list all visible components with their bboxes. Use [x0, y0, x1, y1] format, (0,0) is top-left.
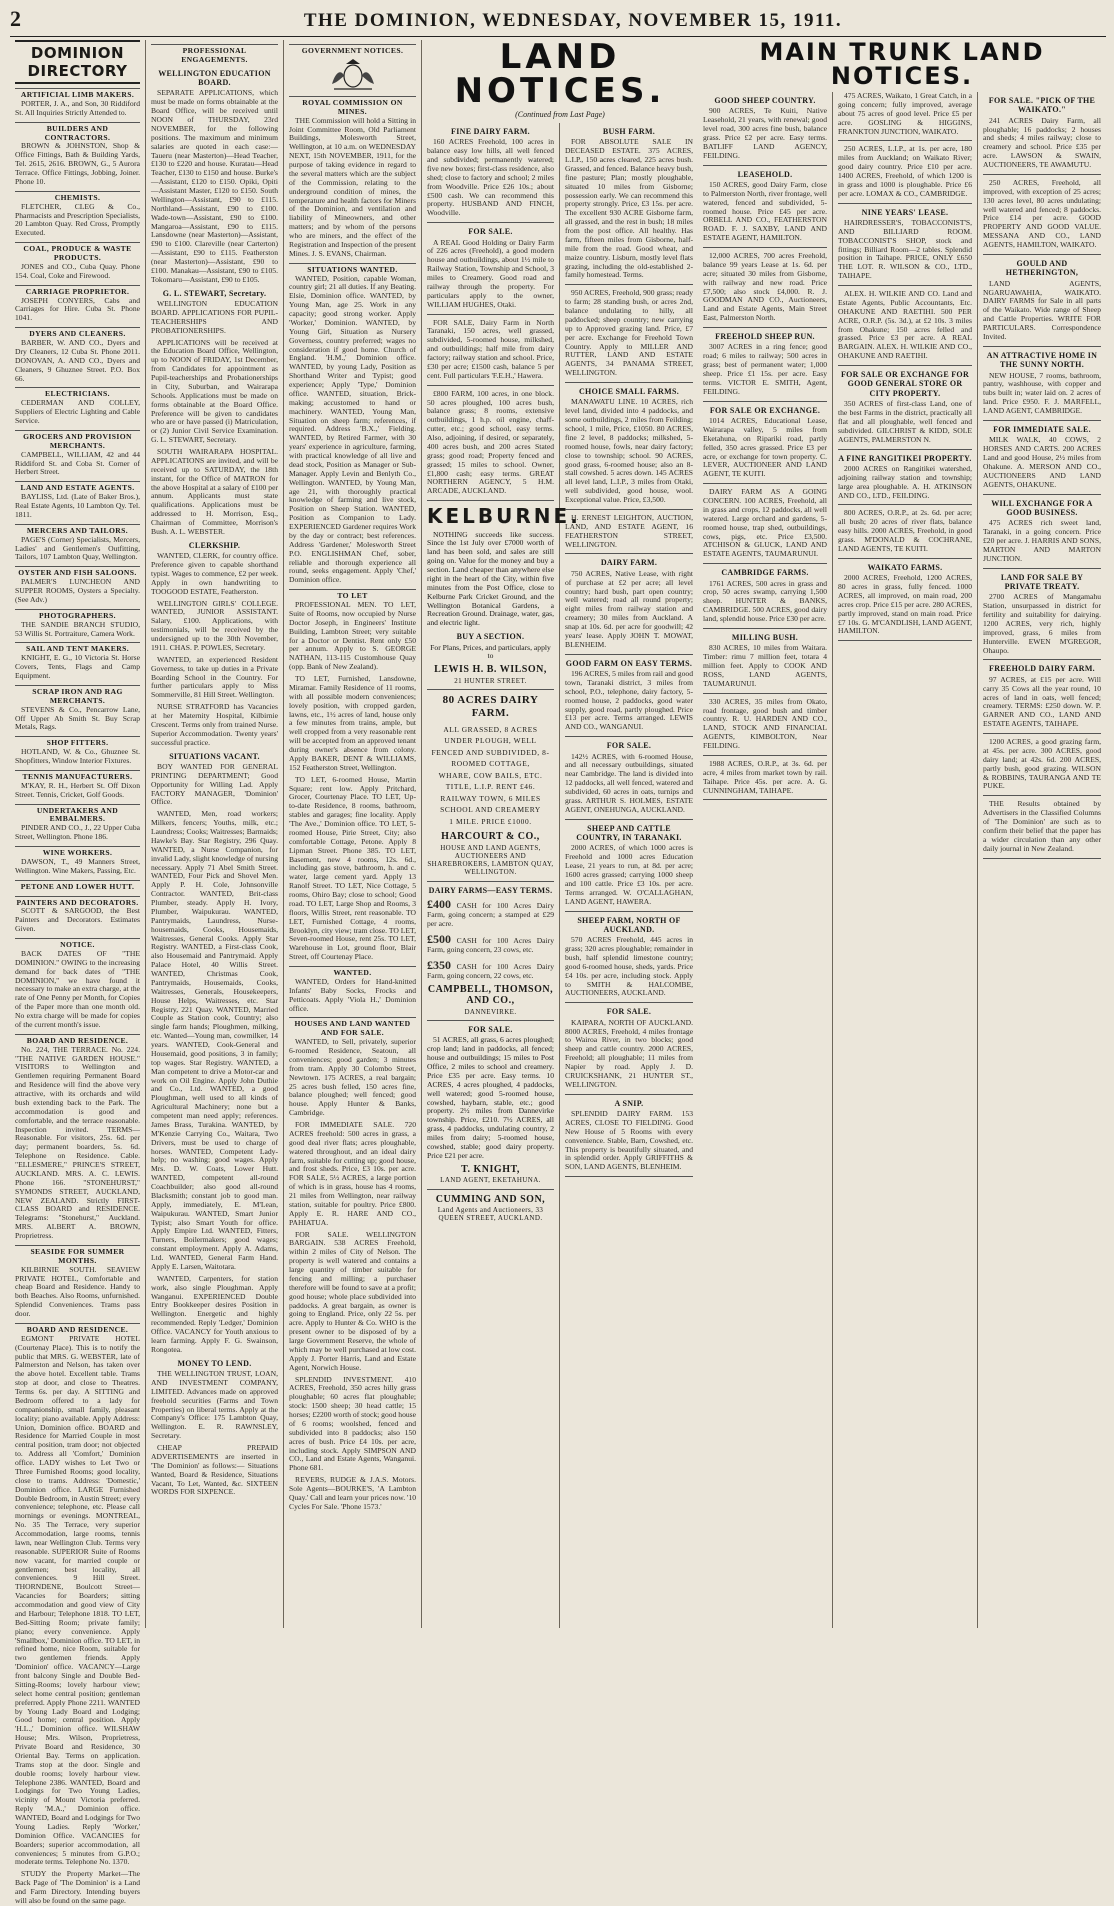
- dairy-80-line: WHARE, COW BAILS, ETC.: [438, 770, 543, 780]
- listing-heading: CHOICE SMALL FARMS.: [578, 387, 679, 397]
- directory-category: CARRIAGE PROPRIETOR.: [15, 285, 140, 297]
- directory-category: SEASIDE FOR SUMMER MONTHS.: [15, 1245, 140, 1266]
- listing-heading: FREEHOLD SHEEP RUN.: [715, 332, 815, 342]
- directory-category: ARTIFICIAL LIMB MAKERS.: [15, 88, 140, 100]
- column-directory: [10, 40, 146, 1905]
- dannevirke-listings: 51 ACRES, all grass, 6 acres ploughed; crop land; land in paddocks, all fenced; house and outbuildings; 15 miles to Post Office, 2 miles to school and creamery. Price £35 per acre. Easy terms. 10 ACRES, 4 acres ploughed, 4 paddocks, well watered; good 5-roomed house, cowshed, haybarn, stable, etc.; good property. 2½ miles from Dannevirke township. Price, £210. 7½ ACRES, all grass, 4 paddocks, undulating country, 2 miles from dairy; 5-roomed house, cowshed, stable; good dairy property. Price £21 per acre.: [427, 1035, 554, 1160]
- listing-heading: FOR SALE.: [606, 741, 652, 751]
- kelburne-text: NOTHING succeeds like success. Since the 1st July over £7000 worth of land has been sold, and sales are still going on. Value for the money and buy a section. Land cheaper than anywhere else right in the heart of the City, within five minutes from the Post Office, close to Kelburne Park Cricket Ground, and the Wellington Botanical Gardens, a Recreation Ground. Drainage, water, gas, and electric light.: [427, 529, 554, 628]
- listing-divider: [703, 483, 827, 484]
- listing-heading: WAIKATO FARMS.: [867, 562, 943, 572]
- listing-divider: [983, 254, 1101, 255]
- land-b-listings: [565, 127, 693, 1177]
- dairy-80-heading: 80 ACRES DAIRY FARM.: [442, 694, 539, 720]
- price-listing: [427, 958, 554, 981]
- listing-heading: GOOD FARM ON EASY TERMS.: [565, 658, 693, 668]
- listing-divider: [565, 654, 693, 655]
- directory-listings: [15, 88, 140, 1906]
- listing-text: £800 FARM, 100 acres, in one block. 50 acres ploughed, 100 acres bush, balance grass; 8 rooms, extensive outbuildings, 1 h.p. oil engine, chaff-cutter, etc.; good school, easy terms. Also, adjoining, if desired, or separately, 400 acres bush, and 200 acres Stated grass; good road; Property fenced and grassed; 15 miles to school. Owner, £1,800 cash; easy terms. GREAT NORTHERN AGENCY, 5 H.M. ARCADE, AUCKLAND.: [427, 388, 554, 496]
- directory-banner: DOMINION DIRECTORY: [15, 40, 140, 84]
- listing-text: ALEX. H. WILKIE AND CO. Land and Estate Agents, Public Accountants, Etc. OHAKUNE AND RAETIHI. 500 PER ACRE, O.R.P. (5s. 3d.), at £2 10s. 3 miles from Ohakune; 150 acres felled and grassed. Price £3 per acre. A REAL BARGAIN. ALEX. H. WILKIE AND CO., OHAKUNE AND RAETIHI.: [838, 289, 972, 361]
- land-a-listings: [427, 127, 554, 501]
- directory-category: PAINTERS AND DECORATORS.: [16, 897, 139, 907]
- listing-text: 1014 ACRES, Educational Lease, Wairarapa valley, 5 miles from Eketahuna, on Ripariki road, partly felled, 350 acres grassed. Price £3 per acre, or exchange for town property. C. LEVER, AUCTIONEER AND LAND AGENT, TE KUITI.: [703, 416, 827, 479]
- directory-category: DYERS AND CLEANERS.: [15, 327, 140, 339]
- listing-text: SPLENDID DAIRY FARM. 153 ACRES, CLOSE TO FIELDING. Good New House of 5 Rooms with every convenience. Stable, Barn, Cowshed, etc. This property is beautifully situated, and in splendid order. Apply GRIFFITHS & SON, LAND AGENTS, BLENHEIM.: [565, 1109, 693, 1172]
- listing-divider: [703, 327, 827, 328]
- listing-heading: FOR SALE OR EXCHANGE.: [709, 405, 821, 415]
- listing-divider: [427, 314, 554, 315]
- directory-entry: FLETCHER, CLEG & Co., Pharmacists and Prescription Specialists, 20 Lambton Quay. Red Cross, Promptly Executed.: [15, 201, 140, 238]
- directory-entry: PORTER, J. A., and Son, 30 Riddiford St. All Inquiries Strictly Attended to.: [15, 98, 140, 117]
- directory-entry: BARBER, W. AND CO., Dyers and Dry Cleaners, 12 Cuba St. Phone 2011. DONOVAN, A. AND CO., Dyers and Cleaners, 9 Ghuznee Street. P.O. Box 66.: [15, 338, 140, 383]
- directory-category: GROCERS AND PROVISION MERCHANTS.: [15, 430, 140, 451]
- agent-knight-sub: LAND AGENT, EKETAHUNA.: [440, 1176, 541, 1185]
- column-main-trunk-c: [978, 92, 1106, 1628]
- directory-entry: PINDER AND CO., J., 22 Upper Cuba Street, Wellington. Phone 186.: [15, 823, 140, 842]
- professional-heading: PROFESSIONAL ENGAGEMENTS.: [151, 44, 278, 65]
- listing-divider: [838, 203, 972, 204]
- directory-category: BOARD AND RESIDENCE.: [15, 1034, 140, 1046]
- listing-text: 2700 ACRES of Mangamahu Station, unsurpassed in district for fertility and suitability for dairying. 1200 ACRES, very rich, highly improved, grass, 6 miles from Hunterville. EWEN M'GREGOR, Ohaupo.: [983, 592, 1101, 655]
- listing-heading: MILLING BUSH.: [731, 632, 799, 642]
- dairy-80-line: SCHOOL AND CREAMERY: [440, 805, 541, 815]
- agent-campbell-thomson: CAMPBELL, THOMSON, AND CO.,: [427, 983, 554, 1007]
- listing-heading: AN ATTRACTIVE HOME IN THE SUNNY NORTH.: [986, 350, 1098, 370]
- notice-text: TO LET, Furnished, Lansdowne, Miramar. Family Residence of 11 rooms, with all possible modern conveniences; lovely position, with cropped garden, lawns, etc., 1½ acres of land, house only a few minutes from trains, ample, but well cropped from a very reasonable rent will be accepted from an approved tenant during owner's absence from colony. Apply BAKER, DENT & WILLIAMS, 152 Featherston Street, Wellington.: [289, 674, 416, 772]
- dairy-80-line: 1 MILE. PRICE £1000.: [449, 816, 532, 826]
- listing-divider: [983, 795, 1101, 796]
- price-description: CASH for 100 Acres Dairy Farm, going concern; a stamped at £29 per acre.: [427, 900, 554, 928]
- notice-text: WANTED, Position, capable Woman, country girl; 21 all duties. If any Beating. Elsie, Dominion office. WANTED, by Young Man, age 25. Work in any capacity; good strong worker. Apply 'Worker,' Dominion. WANTED, by Young Girl, Situation as Nursery Governess, country preferred; wages no consideration if good home. Church of England. 'H.M.,' Dominion office. WANTED, by young Lady, Position as Shorthand Writer and Typist; good experience; Apply 'Type,' Dominion office. WANTED, situation, Brick-making; accustomed to hand or machinery. WANTED, Young Man, Situation on sheep farm; references, if required. Address 'B.X.,' Fielding. WANTED, by Retired Farmer, with 30 years' experience in agriculture, farming, with practical knowledge of all live and dead stock, Position as Manager or Sub-Manager. Apply Levin and Benlyth Co., Wellington. WANTED, by Young Man, age 21, with thoroughly practical knowledge of farming and live stock, Position on Sheep Station. WANTED, Position as Companion to Lady. EXPERIENCED Gardener requires Work by the day or contract; best references. Address 'Gardener,' Molesworth Street P.O. ENGLISHMAN Chef, sober, reliable and thorough experience all round, seeks engagement. Apply 'Chef,' Dominion office.: [289, 273, 416, 585]
- listing-heading: GOOD SHEEP COUNTRY.: [714, 96, 816, 105]
- listing-text: 97 ACRES, at £15 per acre. Will carry 35 Cows all the year round, 10 acres of land in oats, well fenced; creamery. TERMS: £250 down. W. P. GARNER AND CO., LAND AND ESTATE AGENTS, TAIHAPE.: [983, 674, 1101, 729]
- listing-heading: FOR SALE.: [606, 1007, 652, 1017]
- listing-divider: [703, 755, 827, 756]
- directory-entry: PAGE'S (Corner) Specialists, Mercers, Ladies' and Gentlemen's Outfitting, Tailors, 107 Lambton Quay, Wellington.: [15, 534, 140, 562]
- advertisement-text: WANTED, CLERK, for country office. Preference given to capable shorthand typist. Wages to commence, £2 per week. Apply in own handwriting to TOOGOOD ESTATE, Featherston.: [151, 551, 278, 596]
- notice-text: WANTED, Orders for Hand-knitted Infants' Baby Socks, Frocks and Petticoats. Apply 'Viola H.,' Dominion office.: [289, 976, 416, 1013]
- listing-divider: [703, 563, 827, 564]
- listing-heading: GOULD AND HETHERINGTON,: [1005, 258, 1079, 278]
- listing-divider: [565, 382, 693, 383]
- advertisement-text: APPLICATIONS will be received at the Education Board Office, Wellington, up to NOON of FRIDAY, 1st December, from Candidates for appointment as Pupil-teacherships and Probationerships in City, Suburban, and Wairarapa Schools. Applications must be made on forms obtainable at the Board Office. Preference will be given to candidates who are or have passed (i) Matriculation, or (2) Junior Civil Service Examination. G. L. STEWART, Secretary.: [151, 337, 278, 445]
- directory-entry: CAMPBELL, WILLIAM, 42 and 44 Riddiford St. and Coba St. Corner of Herbert Street.: [15, 449, 140, 477]
- listing-divider: [703, 401, 827, 402]
- land-notices-banner: LAND NOTICES.: [454, 37, 666, 111]
- directory-entry: CEDERMAN AND COLLEY, Suppliers of Electric Lighting and Cable Service.: [15, 398, 140, 426]
- listing-divider: [565, 284, 693, 285]
- listing-divider: [565, 1176, 693, 1177]
- education-board-heading: WELLINGTON EDUCATION BOARD.: [158, 68, 271, 88]
- directory-category: OYSTER AND FISH SALOONS.: [15, 566, 140, 578]
- newspaper-title: THE DOMINION, WEDNESDAY, NOVEMBER 15, 1911.: [303, 10, 843, 31]
- section-heading: TO LET: [289, 589, 416, 601]
- main-trunk-section: [698, 40, 1106, 1628]
- listing-text: FOR ABSOLUTE SALE IN DECEASED ESTATE. 375 ACRES, L.I.P., 150 acres cleared, 225 acres bush. Grassed, and fenced. Balance heavy bush, fine pasture; Plan; mostly ploughable, situated 10 miles from Gisborne; possession early. We can recommend this property strongly. Price, £3 15s. per acre. The excellent 930 ACRE Gisborne farm, all grassed, and the rest in bush; 18 miles from the post office. All healthy. Has farm, fifteen miles from Gisborne, half-mile from the road. Good wheat, and maize country. Lisburn, mostly level flats grazing, including the old-established 2-family homestead. Terms.: [565, 137, 693, 280]
- listing-text: 475 ACRES, Waikato, 1 Great Catch, in a going concern; fully improved, average about 75 acres of good level. Price £5 per acre. GOSLING & HIGGINS, FRANKTON JUNCTION, WAIKATO.: [838, 91, 972, 136]
- listing-heading: A SNIP.: [614, 1098, 644, 1108]
- agent-harcourt: HARCOURT & CO.,: [441, 831, 540, 843]
- column-land-a: [422, 123, 581, 1628]
- listing-heading: BUSH FARM.: [602, 127, 656, 136]
- listing-heading: SHEEP AND CATTLE COUNTRY, IN TARANAKI.: [576, 823, 682, 843]
- professional-listings: [151, 89, 278, 1497]
- columns: [10, 37, 1106, 1905]
- notice-text: SPLENDID INVESTMENT. 410 ACRES, Freehold, 350 acres hilly grass ploughable; 60 acres flat ploughable; stock: 1500 sheep; 30 head cattle; 15 horses; £2200 worth of stock; good house of 6 rooms; woolshed, fenced and subdivided into 8 paddocks; also 150 acres of bush. Price £4 10s. per acre, including stock. Apply SIMPSON AND CO., Land and Estate Agents, Wanganui. Phone 681.: [289, 1374, 416, 1473]
- dairy-easy-heading: DAIRY FARMS—EASY TERMS.: [428, 885, 553, 895]
- listing-divider: [565, 553, 693, 554]
- listing-text: 900 ACRES, Te Kuiti, Native Leasehold, 21 years, with renewal; good level road, 300 acres fine bush, balance grass. Price £2 per acre. Easy terms. BATLIFF LAND AGENCY, FEILDING.: [703, 106, 827, 160]
- listing-text: 350 ACRES of first-class Land, one of the best Farms in the district, practically all flat and all ploughable, well fenced and subdivided. GILCHRIST & KIDD, SOLE AGENTS, PALMERSTON N.: [838, 399, 972, 444]
- directory-entry: JOSEPH CONYERS, Cabs and Carriages for Hire. Cuba St. Phone 1041.: [15, 295, 140, 323]
- advertisement-text: WANTED, an experienced Resident Governess, to take up duties in a Private Boarding School in the Country. For further particulars apply to Miss Sommerville, 81 Hill Street. Wellington.: [151, 654, 278, 700]
- listing-divider: [983, 174, 1101, 175]
- advertisement-text: NURSE STRATFORD has Vacancies at her Maternity Hospital, Kilbirnie Crescent. Terms only from trained Nurse. Superior Accommodation. Twenty years' successful practice.: [151, 702, 278, 747]
- listing-text: 330 ACRES, 35 miles from Okato, road frontage, good bush and timber country. R. U. HARDEN AND CO., LAND, STOCK AND FINANCIAL AGENTS, KIMBOLTON, Near FEILDING.: [703, 696, 827, 751]
- column-professional: [146, 40, 284, 1628]
- listing-heading: FOR IMMEDIATE SALE.: [993, 424, 1091, 434]
- listing-divider: [565, 819, 693, 820]
- royal-crest-icon: [289, 58, 416, 92]
- listing-divider: [427, 500, 554, 501]
- listing-divider: [703, 165, 827, 166]
- plans-text: For Plans, Prices, and particulars, apply to: [430, 642, 551, 661]
- for-sale-heading: FOR SALE.: [468, 1025, 513, 1035]
- directory-category: CHEMISTS.: [15, 191, 140, 203]
- listing-divider: [838, 449, 972, 450]
- section-heading: HOUSES AND LAND WANTED AND FOR SALE.: [289, 1017, 416, 1038]
- price-amount: £350: [427, 957, 451, 972]
- listing-divider: [703, 693, 827, 694]
- kelburne-heading: KELBURNE.: [427, 504, 581, 529]
- directory-category: COAL, PRODUCE & WASTE PRODUCTS.: [15, 242, 140, 263]
- price-listing: [427, 897, 554, 929]
- directory-category: WINE WORKERS.: [15, 846, 140, 858]
- listing-text: A REAL Good Holding or Dairy Farm of 226 acres (Freehold), a good modern house and outbuildings, about 1½ mile to Railway Station, Township and School, 3 miles to Creamery. Good road and railway through the property. For particulars apply to the owner, WILLIAM HUGHES, Otaki.: [427, 237, 554, 309]
- listing-divider: [427, 385, 554, 386]
- agent-campbell-sub: DANNEVIRKE.: [464, 1007, 517, 1016]
- listing-text: 750 ACRES, Native Lease, with right of purchase at £2 per acre; all level country; hard bush, part open country; well watered; road all round property; eight miles from railway station and creamery; 30 miles from Auckland. A snap at 10s. 6d. per acre for goodwill; 42 years' lease. Apply JOHN T. MOWAT, BLENHEIM.: [565, 568, 693, 649]
- listing-text: LAND AGENTS, NGARUAWAHIA, WAIKATO. DAIRY FARMS for Sale in all parts of the Waikato. Wide range of Sheep and Cattle Properties. WRITE FOR PARTICULARS. Correspondence Invited.: [983, 278, 1101, 341]
- listing-text: DAIRY FARM AS A GOING CONCERN. 100 ACRES, Freehold, all in grass and crops, 12 paddocks, all well watered. Large orchard and gardens, 5-roomed house, trap shed, outbuildings, cows, pigs, etc. Price £3,500. ATCHISON & GLUCK, LAND AND ESTATE AGENTS, TAUMARUNUI.: [703, 487, 827, 559]
- directory-entry: BAYLISS, Ltd. (Late of Baker Bros.), Real Estate Agents, 10 Lambton Qy. Tel. 1811.: [15, 492, 140, 519]
- dairy-80-details: [427, 724, 554, 827]
- listing-heading: LAND FOR SALE BY PRIVATE TREATY.: [1000, 572, 1084, 591]
- listing-divider: [565, 509, 693, 510]
- listing-divider: [983, 420, 1101, 421]
- listing-text: 830 ACRES, 10 miles from Waitara. Timber: rimu 7 million feet, totara 4 million feet. Apply to COOK AND ROSS, LAND AGENTS, TAUMARUNUI.: [703, 643, 827, 688]
- buy-section-heading: BUY A SECTION.: [456, 632, 525, 642]
- main-trunk-a-listings: [703, 96, 827, 800]
- section-heading: SITUATIONS WANTED.: [289, 263, 416, 275]
- directory-entry: THE SANDIE BRANCH STUDIO, 53 Willis St. Portraiture, Camera Work.: [15, 619, 140, 638]
- directory-category: UNDERTAKERS AND EMBALMERS.: [15, 804, 140, 825]
- listing-heading: FREEHOLD DAIRY FARM.: [989, 664, 1095, 674]
- directory-entry: STEVENS & Co., Pencarrow Lane, Off Upper Ab Smith St. Buy Scrap Metals, Rags.: [15, 704, 140, 732]
- listing-divider: [838, 365, 972, 366]
- listing-heading: LEASEHOLD.: [737, 169, 793, 179]
- government-listings: [289, 96, 416, 1512]
- government-heading: GOVERNMENT NOTICES.: [289, 44, 416, 56]
- dairy-80-line: UNDER PLOUGH, WELL: [444, 736, 537, 746]
- listing-text: 2000 ACRES on Rangitikei watershed, adjoining railway station and township; large area ploughable. A. H. ATKINSON AND CO., LTD., FEILDING.: [838, 463, 972, 500]
- column-main-trunk-a: [698, 92, 833, 1628]
- directory-category: PETONE AND LOWER HUTT.: [15, 880, 140, 892]
- column-main-trunk-b: [833, 92, 978, 1628]
- advertisement-text: SEPARATE APPLICATIONS, which must be made on forms obtainable at the Board Office, will be received until NOON of THURSDAY, 23rd NOVEMBER, for the following positions. The maximum and minimum salaries are quoted in each case:— Taueru (near Masterton)—Head Teacher, £130 to £220 and house. Kuratau—Head Teacher, £130 to £150 and house. Burke's—Assistant, £120 to £150. Opiki, Opiti—Assistant Master, £120 to £150. South Wellington—Assistant, £90 to £115. Northland—Assistant, £90 to £100. Wade-town—Assistant, £90 to £100. Mangaroa—Assistant, £90 to £115. Lansdowne (near Masterton)—Assistant, £90 to £100. Clareville (near Carterton)—Assistant, £90 to £115. Featherston (near Masterton)—Assistant, £90 to £100. Manakau—Assistant, £90 to £105. Tokomaru—Assistant, £90 to £105.: [151, 88, 278, 284]
- notice-text: FOR SALE. WELLINGTON BARGAIN. 538 ACRES Freehold, within 2 miles of City of Nelson. The property is well watered and contains a large quantity of timber suitable for fencing and milling; a purchaser therefore will be found to save at a profit; good house; whole place subdivided into paddocks. A great bargain, as owner is going to England. Price, only 22 5s. per acre. Apply to Hunter & Co. WHO is the present owner to be disposed of by a large Government Reserve, the whole of which may be well purchased at low cost. Apply J. Porter Harris, Land and Estate Agent, Norwich House.: [289, 1229, 416, 1372]
- listing-text: 800 ACRES, O.R.P., at 2s. 6d. per acre; all bush; 20 acres of river flats, balance easy hills. 2000 ACRES, Freehold, in good grass. M'DONALD & COCHRANE, LAND AGENTS, TE KUITI.: [838, 508, 972, 553]
- listing-text: 950 ACRES, Freehold, 900 grass; ready to farm; 28 standing bush, or acres 2nd, balance undulating to hilly, all paddocked; sheep country; new carrying up to Approved grazing land. Price, £7 per acre. Exchange for Freehold Town Country. Apply to MILLER AND RUTTER, LAND AND ESTATE AGENTS, 34 PANAMA STREET, WELLINGTON.: [565, 288, 693, 378]
- listing-text: 250 ACRES, L.I.P., at 1s. per acre, 180 miles from Auckland; on Waikato River; good dairy country. Price £10 per acre. 1400 ACRES, Freehold, of which 1200 is in grass and 1000 is ploughable. Price £6 per acre. LOMAX & CO., CAMBRIDGE.: [838, 144, 972, 198]
- directory-entry: BROWN & JOHNSTON, Shop & Office Fittings, Bath & Building Yards, Tel. 2615, 2616. BROWN, G., 5 Aurora Terrace. Office Fittings, Jobbing, Joiner. Phone 10.: [15, 141, 140, 186]
- price-amount: £500: [427, 931, 451, 946]
- directory-category: MERCERS AND TAILORS.: [15, 524, 140, 536]
- directory-category: SCRAP IRON AND RAG MERCHANTS.: [15, 685, 140, 706]
- notice-text: WANTED, to Sell, privately, superior 6-roomed Residence, Seatoun, all conveniences; good garden; 3 minutes from tram. Apply 30 Colombo Street, Newtown. 175 ACRES, a real bargain; 25 acres bush felled, 150 acres fine, balance ploughed; well fenced; good house. Apply Hunter & Banks, Cambridge.: [289, 1037, 416, 1118]
- listing-divider: [565, 1002, 693, 1003]
- listing-heading: WILL EXCHANGE FOR A GOOD BUSINESS.: [991, 498, 1093, 517]
- listing-heading: FOR SALE.: [468, 227, 513, 237]
- listing-text: 150 ACRES, good Dairy Farm, close to Palmerston North, river frontage, well watered, fenced and subdivided, 5-roomed house. Price £45 per acre. ORBELL AND CO., FEATHERSTON ROAD. F. J. SAXBY, LAND AND ESTATE AGENT, HAMILTON.: [703, 179, 827, 243]
- column-government: [284, 40, 422, 1628]
- listing-text: 241 ACRES Dairy Farm, all ploughable; 16 paddocks; 2 houses and sheds; 4 miles railway; close to creamery and school. Price £35 per acre. LAWSON & SWAIN, AUCTIONEERS, TE AWAMUTU.: [983, 115, 1101, 170]
- advertisement-text: SOUTH WAIRARAPA HOSPITAL. APPLICATIONS are invited, and will be received up to SATURDAY, the 18th instant, for the Office of MATRON for the above Hospital at a salary of £100 per annum. Applicants must state qualifications. Applications must be addressed to H. Morrison, Esq., Chairman of Committee, Morrison's Bush. A. L. WEBSTER.: [151, 447, 278, 536]
- advertisement-text: WANTED, Carpenters, for station work, also single Ploughman. Apply Wanganui. EXPERIENCED Double Entry Bookkeeper desires Position in Wellington. Energetic and highly recommended. Reply 'Ledger,' Dominion Office. VACANCY for Youth anxious to learn farming. Apply F. G. Swainson, Rongotea.: [151, 1273, 278, 1354]
- dairy-80-line: RAILWAY TOWN, 6 MILES: [440, 793, 541, 803]
- section-heading: MONEY TO LEND.: [177, 1358, 252, 1368]
- directory-entry: No. 224, THE TERRACE. No. 224. "THE NATIVE GARDEN HOUSE." VISITORS to Wellington and Gentlemen requiring Permanent Board and Residence will find the above very attractive, with its orchards and wild bush extending back to the Park. The accommodation is good and comfortable, and the terrace reasonable. Inspection invited. TERMS—Reasonable. For visitors, 25s. 6d. per day; permanent boarders, 5s. 6d. Telephone on Residence. Cable. "ELLESMERE," PRINCE'S STREET, AUCKLAND. MRS. A. C. LEWIS. Phone 166. "STONEHURST," SYMONDS STREET, AUCKLAND, NEW ZEALAND. Strictly FIRST-CLASS BOARD and RESIDENCE. Telegrams: "Stonehurst," Auckland. MRS. ALBERT A. BROWN, Proprietress.: [15, 1044, 140, 1241]
- listing-text: 1988 ACRES, O.R.P., at 3s. 6d. per acre, 4 miles from market town by rail. Taihape. Price 45s. per acre. A. G. CUNNINGHAM, TAIHAPE.: [703, 758, 827, 795]
- listing-divider: [983, 659, 1101, 660]
- listing-text: NEW HOUSE, 7 rooms, bathroom, pantry, washhouse, with copper and tubs built in; water laid on. 2 acres of land. Price £950. F. J. MARFELL, LAND AGENT, CAMBRIDGE.: [983, 370, 1101, 416]
- dairy-80-line: ALL GRASSED, 8 ACRES: [443, 724, 538, 734]
- column-land-b: [560, 123, 698, 1628]
- notice-text: THE Commission will hold a Sitting in Joint Committee Room, Old Parliament Buildings, Molesworth Street, Wellington, at 10 a.m. on WEDNESDAY NEXT, 15th NOVEMBER, 1911, for the purpose of taking evidence in regard to the several matters which are the subject of the Commission, relating to the underground condition of mines, the temperature and health factors for Miners of the Dominion, and ventilation and liability of Mineowners, and other matters; and by whom of the persons who are miners, and the effect of the Registration and Inspection of the present Mines. J. S. EVANS, Chairman.: [289, 115, 416, 258]
- advertisement-text: BOY WANTED FOR GENERAL PRINTING DEPARTMENT; Good Opportunity for Willing Lad. Apply FACTORY MANAGER, 'Dominion' Office.: [151, 761, 278, 807]
- listing-text: THE Results obtained by Advertisers in the Classified Columns of 'The Dominion' are such as to confirm their belief that the paper has a wider circulation than any other daily journal in New Zealand.: [983, 799, 1101, 853]
- directory-category: LAND AND ESTATE AGENTS.: [15, 481, 140, 493]
- listing-text: 2000 ACRES, Freehold, 1200 ACRES, 80 acres in grass, fully fenced. 1000 ACRES, all improved, on main road, 200 acres crop. Price £15 per acre. 280 ACRES, partly improved, stand on main road. Price £7 10s. G. M'CANDLISH, LAND AGENT, HAMILTON.: [838, 573, 972, 636]
- listing-divider: [983, 568, 1101, 569]
- listing-heading: CAMBRIDGE FARMS.: [721, 568, 809, 578]
- directory-entry: PALMER'S LUNCHEON AND SUPPER ROOMS, Oysters a Specialty. (See Adv.): [15, 577, 140, 604]
- directory-entry: KNIGHT, E. G., 10 Victoria St. Horse Covers, Tents, Flags and Camp Equipment.: [15, 653, 140, 681]
- listing-divider: [838, 140, 972, 141]
- listing-text: FOR SALE, Dairy Farm in North Taranaki, 150 acres, well grassed, subdivided, 5-roomed house, milkshed, and outbuildings; half mile from dairy factory; railway station and school. Price, £30 per acre; £1500 cash, balance 5 per cent. Full particulars 'F.E.H.,' Hawera.: [427, 317, 554, 380]
- listing-heading: A FINE RANGITIKEI PROPERTY.: [838, 453, 972, 463]
- section-heading: G. L. STEWART, Secretary.: [162, 288, 267, 298]
- section-heading: WANTED.: [289, 966, 416, 978]
- directory-category: BOARD AND RESIDENCE.: [15, 1323, 140, 1335]
- agent-knight: T. KNIGHT,: [461, 1163, 520, 1175]
- directory-entry: M'KAY, R. H., Herbert St. Off Dixon Street. Tennis, Cricket, Golf Goods.: [15, 780, 140, 799]
- listing-divider: [838, 640, 972, 641]
- listing-divider: [565, 911, 693, 912]
- main-trunk-banner: MAIN TRUNK LAND NOTICES.: [759, 38, 1045, 90]
- agent-harcourt-sub: HOUSE AND LAND AGENTS, AUCTIONEERS AND SHAREBROKERS, LAMBTON QUAY, WELLINGTON.: [427, 843, 554, 877]
- directory-entry: SCOTT & SARGOOD, the Best Painters and Decorators. Estimates Given.: [15, 906, 140, 934]
- listing-heading: DAIRY FARM.: [600, 558, 658, 568]
- notice-text: PROFESSIONAL MEN. TO LET, Suite of Rooms, now occupied by Nurse Doctor Joseph, in Engineers' Institute Building, Lambton Street; very suitable for a Doctor or Dentist. Rent only £50 per annum. Apply to S. GEORGE NATHAN, 113-115 Customhouse Quay (opp. Bank of New Zealand).: [289, 600, 416, 672]
- directory-entry: BACK DATES OF "THE DOMINION." OWING to the increasing demand for back dates of "THE DOMINION," we have found it necessary to make an extra charge, at the rate of One Penny per Month, for Copies of the Paper more than one month old. No extra charge will be made for copies of the current month's issue.: [15, 948, 140, 1029]
- masthead: [10, 6, 1106, 37]
- advertisement-text: WELLINGTON EDUCATION BOARD. APPLICATIONS FOR PUPIL-TEACHERSHIPS AND PROBATIONERSHIPS.: [151, 299, 278, 335]
- notice-text: REVERS, RUDGE & J.A.S. Motors. Sole Agents—BOURKE'S, 'A Lambton Quay.' Call and learn your prices now. '10 Cycles For Sale. 'Phone 1573.': [289, 1475, 416, 1511]
- listing-text: H. ERNEST LEIGHTON, AUCTION, LAND, AND ESTATE AGENT, 16 FEATHERSTON STREET, WELLINGTON.: [565, 512, 693, 549]
- directory-entry: STUDY the Property Market—The Back Page of 'The Dominion' is a Land and Farm Directory. Intending buyers will also be found on the same page.: [15, 1869, 140, 1905]
- listing-divider: [703, 799, 827, 800]
- advertisement-text: WELLINGTON GIRLS' COLLEGE. WANTED, JUNIOR ASSISTANT. Salary, £100. Applications, with testimonials, will be received by the undersigned up to the 30th November, 1911. CHAS. P. POWLES, Secretary.: [151, 598, 278, 652]
- agent-cumming-sub: Land Agents and Auctioneers, 33 QUEEN STREET, AUCKLAND.: [437, 1206, 544, 1223]
- main-trunk-c-listings: [983, 96, 1101, 859]
- price-listings: [427, 897, 554, 981]
- directory-category: TENNIS MANUFACTURERS.: [15, 770, 140, 782]
- listing-heading: FOR SALE. "PICK OF THE WAIKATO.": [988, 96, 1096, 115]
- listing-text: 196 ACRES, 5 miles from rail and good town, Taranaki district, 3 miles from school, P.O., telephone, dairy factory, 5-roomed house, 2 paddocks, good water supply, good road, partly ploughed. Price £13 per acre. Terms arranged. LEWIS AND CO., WANGANUI.: [565, 669, 693, 732]
- listing-divider: [565, 736, 693, 737]
- listing-text: KAIPARA, NORTH OF AUCKLAND. 8000 ACRES, Freehold, 4 miles frontage to Wairoa River, in two blocks; good sheep and cattle country. 2000 ACRES, Freehold; all ploughable; 11 miles from Napier by road. Apply J. D. CRUICKSHANK, 21 HUNTER ST., WELLINGTON.: [565, 1017, 693, 1089]
- price-amount: £400: [427, 896, 451, 911]
- price-listing: [427, 932, 554, 955]
- directory-category: PHOTOGRAPHERS.: [15, 609, 140, 621]
- listing-divider: [427, 222, 554, 223]
- directory-entry: KILBIRNIE SOUTH. SEAVIEW PRIVATE HOTEL, Comfortable and cheap Board and Residence. Handy to both Beaches. Also Rooms, unfurnished. Splendid Conveniences. Trams pass door.: [15, 1264, 140, 1319]
- listing-heading: NINE YEARS' LEASE.: [861, 207, 949, 217]
- listing-divider: [565, 1094, 693, 1095]
- listing-heading: FOR SALE OR EXCHANGE FOR GOOD GENERAL STORE OR CITY PROPERTY.: [840, 370, 970, 398]
- listing-text: 12,000 ACRES, 700 acres Freehold, balance 99 years Lease at 1s. 6d. per acre; situated 30 miles from Gisborne, with railway and new road. Price £7,500; also stock £4,000. R. J. GOODMAN AND CO., Auctioneers, Land and Estate Agents, Main Street East, Palmerston North.: [703, 251, 827, 323]
- listing-text: 1761 ACRES, 500 acres in grass and crop, 50 acres swamp, carrying 1,500 sheep. HUNTER & BANKS, CAMBRIDGE. 500 ACRES, good dairy land, splendid house. Price £30 per acre.: [703, 578, 827, 624]
- agent-lewis-address: 21 HUNTER STREET.: [454, 677, 527, 686]
- listing-divider: [703, 247, 827, 248]
- listing-text: 160 ACRES Freehold, 100 acres in balance easy low hills, all well fenced and subdivided; permanently watered; five new boxes; first-class residence, also shed; close to factory and school; 2 miles from Woodville. Price £26 10s.; about £500 cash. We can recommend this property. HUSBAND AND FINCH, Woodville.: [427, 137, 554, 218]
- dairy-80-line: FENCED AND SUBDIVIDED, 8-ROOMED COTTAGE,: [431, 747, 550, 769]
- listing-divider: [983, 733, 1101, 734]
- section-heading: ROYAL COMMISSION ON MINES.: [289, 96, 416, 117]
- listing-divider: [983, 858, 1101, 859]
- listing-text: MILK WALK, 40 COWS, 2 HORSES AND CARTS. 200 ACRES Land and good House, 2½ miles from Ohakune. A. MERSON AND CO., AUCTIONEERS AND LAND AGENTS, OHAKUNE.: [983, 435, 1101, 489]
- directory-category: BUILDERS AND CONTRACTORS.: [15, 122, 140, 143]
- advertisement-text: CHEAP PREPAID ADVERTISEMENTS are inserted in 'The Dominion' as follows:— Situations Wanted, Board & Residence, Situations Vacant, To Let, Wanted, &c. SIXTEEN WORDS FOR SIXPENCE.: [151, 1443, 278, 1497]
- listing-divider: [703, 628, 827, 629]
- listing-text: MANAWATU LINE. 10 ACRES, rich level land, divided into 4 paddocks, and some outbuildings, 2 miles from Feilding; school, 1 mile, Price, £1050. 80 ACRES, fine 2 level, 8 paddocks; milkshed, 5-roomed house, fowls, near dairy factory; close to township; school. 90 ACRES, good grass, 6-roomed house; also an 8-stall cowshed. 5 acres down. 145 ACRES all level land, L.I.P., 3 miles from Otaki, well subdivided, good house, wool. Exceptional value. Price, £3,500.: [565, 397, 693, 505]
- notice-text: FOR IMMEDIATE SALE. 720 ACRES freehold: 500 acres in grass, a good deal river flats; acres ploughable, watered throughout, and an ideal dairy farm, suitable for cutting up; good house, and frost sheds. Price, £3 10s. per acre. FOR SALE, 5½ ACRES, a large portion of which is in grass, house has 4 rooms, 21 miles from Wellington, near railway station, suitable for poultry. Price £800. Apply E. R. HARE AND CO., PAHIATUA.: [289, 1120, 416, 1227]
- listing-text: HAIRDRESSER'S, TOBACCONIST'S, AND BILLIARD ROOM. TOBACCONIST'S SHOP, stock and fittings; Billiard Room—2 tables. Splendid position in Taihape. PRICE, ONLY £650 THE LOT. R. WILSON & CO., LTD., TAIHAPE.: [838, 217, 972, 281]
- advertisement-text: WANTED, Men, road workers; Milkers, fencers; Youths, milk, etc.; Laundress; Cooks; Waitresses; Barmaids; Hawke's Bay. Star Registry, 296 Quay. WANTED, a Nurse Companion, for invalid Lady, slight knowledge of nursing necessary. Apply 71 Abel Smith Street. WANTED, Four Pick and Shovel Men. Apply P. H. Cole, Johnsonville Contractor. WANTED, Brit-class Plumber, steady. Apply H. Ivory, Plumber, Waipukurau. WANTED, Pantrymaids, Laundress, Nurse-housemaids, Cooks, Housemaids, Waitresses, General Cooks. Apply Star Registry. WANTED, a First-class Cook, also Housemaid and Pantrymaid. Apply Palace Hotel, 40 Willis Street. WANTED, Christmas Cook, Pantrymaids, Housemaids, Cooks, Waitresses, Generals, Housekeepers, House Helps, Waitresses, etc. Star Registry, 221 Quay. WANTED, Married Couple as Station cook, Country; also single farm hands; Ploughmen, milking, etc. Wanted—Young man, cowmilker, 14 years. WANTED, Cook-General and Housemaid, good positions, 3 in family; top wages. Star Registry. WANTED, a Man competent to drive a Motor-car and work on Oil Engine. Apply John Duthie and Co., Ltd. WANTED, a good Ploughman, well used to all kinds of Agricultural Machinery; none but a competent man need apply; references. James Brass, Turakina. WANTED, by M'Kenzie Carrying Co., Waitara, Two Drivers, must be used to charge of horses. WANTED, Competent Lady-help; no washing; good wages. Apply Mrs. D. W. Coats, Lower Hutt. WANTED, competent all-round Coachbuilder; also good all-round Blacksmith; constant job to good man. Apply, immediately, E. M'Lean, Waipukurau. WANTED, Smart Junior Typist; also Smart Youth for office. Apply Empire Ltd. WANTED, Fitters, Turners, Boilermakers; good wages; constant employment. Apply A. Adams, Ltd. WANTED, General Farm Hand. Apply E. Larsen, Waitotara.: [151, 809, 278, 1271]
- advertisement-text: THE WELLINGTON TRUST, LOAN, AND INVESTMENT COMPANY, LIMITED. Advances made on approved freehold securities (Farms and Town Properties) on liberal terms. Apply at the Company's Office: 175 Lambton Quay, Wellington. E. R. RAWNSLEY, Secretary.: [151, 1369, 278, 1441]
- listing-divider: [838, 285, 972, 286]
- listing-divider: [838, 558, 972, 559]
- agent-lewis-wilson: LEWIS H. B. WILSON,: [434, 664, 547, 676]
- dairy-80-line: TITLE, L.I.P. RENT £46.: [445, 782, 536, 792]
- directory-category: SAIL AND TENT MAKERS.: [15, 642, 140, 654]
- section-heading: SITUATIONS VACANT.: [169, 751, 260, 761]
- listing-divider: [838, 504, 972, 505]
- directory-entry: JONES and CO., Cuba Quay. Phone 154. Coal, Coke and Firewood.: [15, 261, 140, 280]
- notice-text: TO LET, 6-roomed House, Martin Square; rent low. Apply Pritchard, Grocer, Courtenay Place. TO LET, Up-to-date Residence, 8 rooms, bathroom, stables and garages; fine locality. Apply 'The Ave.,' Dominion office. TO LET, 5-roomed House, Pirie Street, City; also comfortable Cottage, Petone. Apply 8 Lipman Street. Phone 385. TO LET, Basement, new 4 rooms, 12s. 6d., including gas stove, bathroom, h. and c. water, large cement yard. Apply 13 Ranolf Street. TO LET, Nice Cottage, 5 rooms, Ohiro Bay; close to school; Good road. TO LET, Large Shop and Rooms, 3 floors, Willis Street, rent reasonable. TO LET, Furnished Cottage, 4 rooms, Brooklyn, city view; tram close. TO LET, Seven-roomed House, rent 25s. TO LET, Warehouse in Lot, ground floor, Blair Street, off Courtenay Place.: [289, 774, 416, 962]
- price-description: CASH for 100 Acres Dairy Farm, going concern, 22 cows, etc.: [427, 961, 554, 980]
- directory-entry: EGMONT PRIVATE HOTEL (Courtenay Place). This is to notify the public that MRS. G. WEBSTER, late of Palmerston and Nelson, has taken over the above hotel. Excellent table. Trams stop at door, and close to Theatres. Terms 6s. per day. A SITTING and Bedroom offered to a lady for companionship, small family, pleasant locality; piano available. Apply Address: Union, Dominion office. BOARD and Residence for Married Couple in most central position, tram door; not objected to. Address all 'Comfort,' Dominion office. LADY wishes to Let Two or Three Furnished Rooms; good locality, close to trams. Address: 'Domestic,' Dominion office. LARGE Furnished Double Bedroom, in Austin Street; every convenience; telephone, etc. Please call mornings or evenings. MONTREAL, No. 35 The Terrace, very superior Accommodation, large rooms, tennis lawn, near Wellington Club. Terms very reasonable. SUPERIOR Suite of Rooms now vacant, for married couple or gentlemen; best locality, all conveniences. 9 Hill Street. THORNDENE, Boulcott Street—Vacancies for Boarders; sitting accommodation and good view of City and Harbour; Telephone 1818. TO LET, Bed-Sitting Room; private family; piano; every convenience. Apply 'Smallbox,' Dominion office. TO LET, in refined home, nice Room, suitable for two gentlemen friends. Apply 'Dominion' office. VACANCY—Large front balcony Single and Double Bed-Sitting-Rooms; lovely harbour view; select home central position; gentleman preferred. Apply Phone 2211. WANTED by Young Lady Board and Lodging; Good home; central position. Apply 'H.L.,' Dominion office. WILSHAW House; Mrs. Wilson, Proprietress, Private Board and Residence, 30 Oriental Bay. Terms on application. Trams stop at the door. Single and double rooms; lovely harbour view. Telephone 2386. WANTED, Board and Lodgings for Two Young Ladies, vicinity of Mount Victoria preferred. Reply 'M.A.,' Dominion office. WANTED, Board and Lodgings for Two Young Ladies. Reply 'Worker,' Dominion Office. VACANCIES for Boarders; superior accommodation, all conveniences; 5 minutes from G.P.O.; moderate terms. Telephone No. 1370.: [15, 1333, 140, 1867]
- land-notices-section: [422, 37, 698, 1628]
- price-description: CASH for 100 Acres Dairy Farm, going concern, 23 cows, etc.: [427, 935, 554, 954]
- listing-heading: SHEEP FARM, NORTH OF AUCKLAND.: [577, 915, 681, 934]
- section-heading: CLERKSHIP.: [188, 540, 241, 550]
- directory-category: ELECTRICIANS.: [15, 387, 140, 399]
- listing-text: 3007 ACRES in a ring fence; good road; 6 miles to railway; 500 acres in grass; best of permanent water; 1,000 sheep. Price £1 15s. per acre. Easy terms. VICTOR E. SMITH, Agent, FEILDING.: [703, 342, 827, 396]
- listing-text: 142½ ACRES, with 6-roomed House, and all necessary outbuildings, situated near Cambridge. The land is divided into 12 paddocks, all well fenced, watered and subdivided, 60 acres in oats, turnips and grass. ARTHUR S. HOLMES, ESTATE AGENT, ONEHUNGA, AUCKLAND.: [565, 751, 693, 814]
- directory-category: SHOP FITTERS.: [15, 736, 140, 748]
- listing-text: 475 ACRES rich sweet land, Taranaki, in a going concern. Price £20 per acre. J. HARRIS AND SONS, MARTON AND MARTON JUNCTION.: [983, 518, 1101, 563]
- directory-entry: DAWSON, T., 49 Manners Street, Wellington. Wine Makers, Passing, Etc.: [15, 856, 140, 875]
- listing-heading: FINE DAIRY FARM.: [451, 127, 530, 136]
- listing-divider: [983, 494, 1101, 495]
- agent-cumming: CUMMING AND SON,: [435, 1193, 546, 1205]
- directory-category: NOTICE.: [15, 938, 140, 950]
- listing-text: 1200 ACRES, a good grazing farm, at 45s. per acre. 300 ACRES, good dairy land; at 42s. 6d. 200 ACRES, partly bush, good grazing. WILSON & ROBBINS, TAURANGA AND TE PUKE.: [983, 737, 1101, 791]
- listing-text: 2000 ACRES, of which 1000 acres is Freehold and 1000 acres Education Lease, 21 years to run, at 8d. per acre; 1600 acres grassed; carrying 1000 sheep and 100 cattle. Price £3 10s. per acre. Terms arranged. W. O'CALLAGHAN, LAND AGENT, HAWERA.: [565, 843, 693, 906]
- continued-note: (Continued from Last Page): [515, 110, 605, 119]
- main-trunk-b-listings: [838, 92, 972, 641]
- listing-text: 250 ACRES, Freehold, all improved, with exception of 25 acres; 130 acres level, 80 acres undulating; well watered and fenced; 8 paddocks. Price £14 per acre. GOOD PROPERTY AND GOOD VALUE. MESSANA AND CO., LAND AGENTS, HAMILTON, WAIKATO.: [983, 177, 1101, 250]
- listing-text: 570 ACRES Freehold, 445 acres in grass; 320 acres ploughable; remainder in bush, half splendid limestone country; good 6-roomed house, sheds, yards. Price £4 10s. per acre, including stock. Apply to SMITH & HALCOMBE, AUCTIONEERS, AUCKLAND.: [565, 935, 693, 998]
- directory-entry: HOTLAND, W. & Co., Ghuznee St. Shopfitters, Window Interior Fixtures.: [15, 747, 140, 766]
- listing-divider: [983, 346, 1101, 347]
- page-number: 2: [10, 6, 21, 31]
